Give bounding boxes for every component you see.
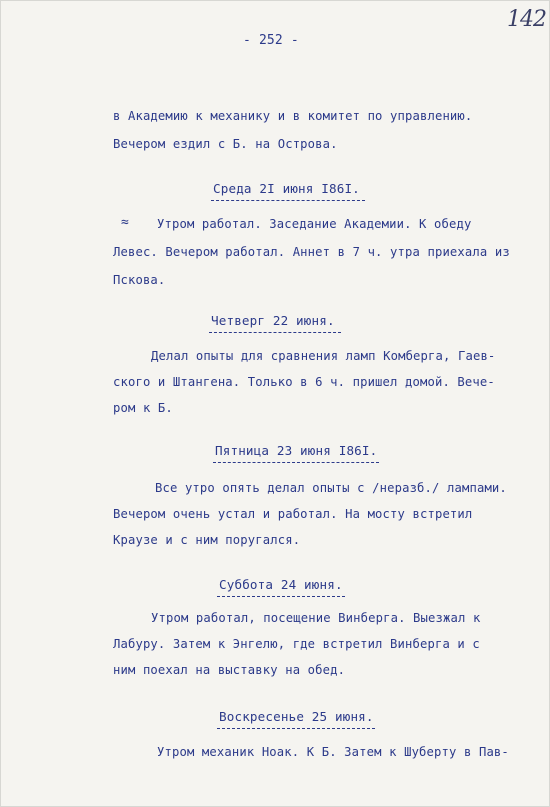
body-line: Утром механик Ноак. К Б. Затем к Шуберту в Пав- xyxy=(157,745,509,759)
margin-mark-icon: ≈ xyxy=(121,215,129,230)
body-line: Все утро опять делал опыты с /неразб./ лампами. xyxy=(155,481,507,495)
heading-underline xyxy=(217,596,345,597)
body-line: Левес. Вечером работал. Аннет в 7 ч. утра приехала из xyxy=(113,245,510,259)
heading-underline xyxy=(213,462,379,463)
body-line: Пскова. xyxy=(113,273,166,287)
body-line: Вечером очень устал и работал. На мосту встретил xyxy=(113,507,473,521)
entry-heading-thursday: Четверг 22 июня. xyxy=(211,313,335,328)
heading-underline xyxy=(209,332,341,333)
body-line: ром к Б. xyxy=(113,401,173,415)
page-number: - 252 - xyxy=(243,33,299,48)
body-line: Утром работал. Заседание Академии. К обеду xyxy=(157,217,472,231)
handwritten-folio-number: 142 xyxy=(507,7,546,32)
body-line: ним поехал на выставку на обед. xyxy=(113,663,346,677)
entry-heading-wednesday: Среда 2I июня I86I. xyxy=(213,181,360,196)
heading-underline xyxy=(211,200,365,201)
body-line: Лабуру. Затем к Энгелю, где встретил Винберга и с xyxy=(113,637,480,651)
heading-underline xyxy=(217,728,375,729)
body-line: Утром работал, посещение Винберга. Выезжал к xyxy=(151,611,481,625)
entry-heading-saturday: Суббота 24 июня. xyxy=(219,577,343,592)
entry-heading-sunday: Воскресенье 25 июня. xyxy=(219,709,374,724)
body-line: ского и Штангена. Только в 6 ч. пришел домой. Вече- xyxy=(113,375,495,389)
body-line: Вечером ездил с Б. на Острова. xyxy=(113,137,338,151)
body-line: Краузе и с ним поругался. xyxy=(113,533,301,547)
entry-heading-friday: Пятница 23 июня I86I. xyxy=(215,443,378,458)
body-line: в Академию к механику и в комитет по управлению. xyxy=(113,109,473,123)
body-line: Делал опыты для сравнения ламп Комберга, Гаев- xyxy=(151,349,496,363)
